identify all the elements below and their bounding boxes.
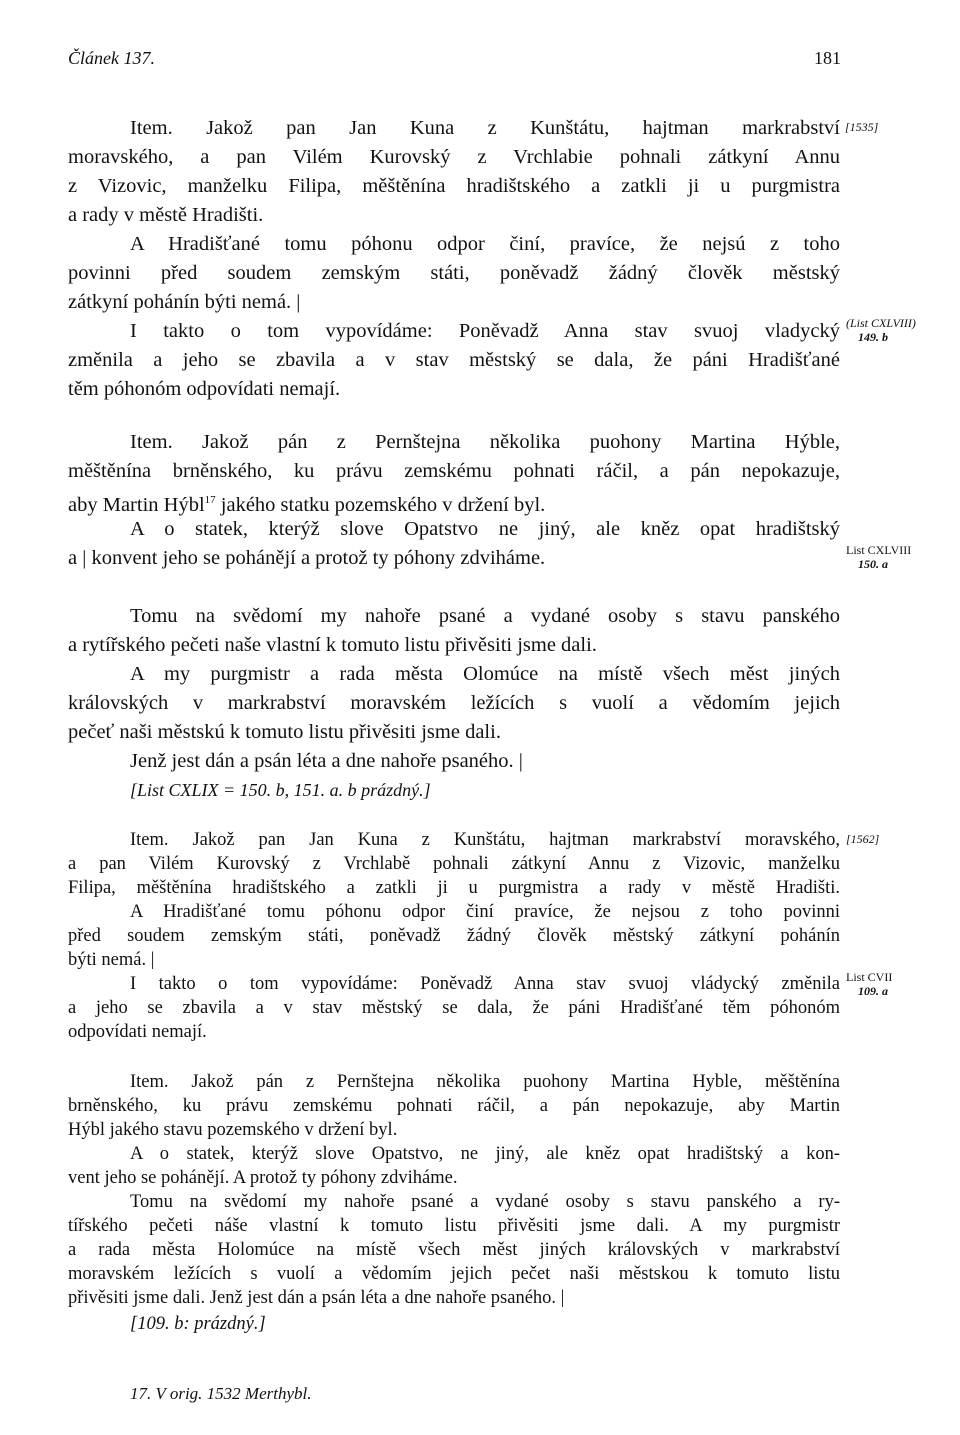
text-line: moravském ležících s vuolí a vědomím jejich pečet naši městskou k tomuto listu: [68, 1264, 840, 1284]
text-line: Item. Jakož pán z Pernštejna několika puohony Martina Hýble,: [130, 431, 840, 453]
text-line: a rytířského pečeti naše vlastní k tomuto listu přivěsiti jsme dali.: [68, 634, 597, 656]
margin-folio-note: [846, 543, 911, 571]
text-line: A o statek, kterýž slove Opatstvo, ne jiný, ale kněz opat hradištský a kon-: [130, 1144, 840, 1164]
text-line: Item. Jakož pán z Pernštejna několika puohony Martina Hyble, měštěnína: [130, 1072, 840, 1092]
text-line: před soudem zemským státi, poněvadž žádný člověk městský zátkyní pohánín: [68, 926, 840, 946]
text-line: Item. Jakož pan Jan Kuna z Kunštátu, hajtman markrabství moravského,: [130, 830, 840, 850]
margin-folio-label: (List CXLVIII): [846, 316, 916, 330]
text-line: I takto o tom vypovídáme: Poněvadž Anna stav svuoj vládycký změnila: [130, 974, 840, 994]
text-line: A my purgmistr a rada města Olomúce na místě všech měst jiných: [130, 663, 840, 685]
text-line: vent jeho se pohánějí. A protož ty póhony zdviháme.: [68, 1168, 458, 1188]
text-line: a rada města Holomúce na místě všech měst jiných královských v markrabství: [68, 1240, 840, 1260]
margin-folio-label: List CXLVIII: [846, 543, 912, 557]
text-line: Jenž jest dán a psán léta a dne nahoře psaného. |: [130, 750, 523, 772]
text-line: moravského, a pan Vilém Kurovský z Vrchlabie pohnali zátkyní Annu: [68, 146, 840, 168]
running-header-title: Článek 137.: [68, 48, 155, 68]
margin-folio-label: List CVII: [846, 970, 893, 984]
margin-year: [1562]: [846, 832, 880, 846]
text-fragment: jakého statku pozemského v držení byl.: [220, 493, 546, 516]
text-line: z Vizovic, manželku Filipa, měštěnína hradištského a zatkli ji u purgmistra: [68, 175, 840, 197]
margin-folio-number: 109. a: [858, 984, 888, 998]
text-line: přivěsiti jsme dali. Jenž jest dán a psán léta a dne nahoře psaného. |: [68, 1288, 565, 1308]
footnote-ref: 17: [204, 494, 216, 506]
text-line: těm póhonóm odpovídati nemají.: [68, 378, 341, 400]
text-line: a jeho se zbavila a v stav městský se dala, že páni Hradišťané těm póhonóm: [68, 998, 840, 1018]
editorial-note: [List CXLIX = 150. b, 151. a. b prázdný.]: [130, 780, 431, 800]
text-line: brněnského, ku právu zemskému pohnati ráčil, a pán nepokazuje, aby Martin: [68, 1096, 840, 1116]
margin-folio-note: [846, 316, 916, 344]
text-line: I takto o tom vypovídáme: Poněvadž Anna stav svuoj vladycký: [130, 320, 840, 342]
text-line: a pan Vilém Kurovský z Vrchlabě pohnali zátkyní Annu z Vizovic, manželku: [68, 854, 840, 874]
text-line: býti nemá. |: [68, 950, 155, 970]
text-line: měštěnína brněnského, ku právu zemskému pohnati ráčil, a pán nepokazuje,: [68, 460, 840, 482]
text-line: A o statek, kterýž slove Opatstvo ne jiný, ale kněz opat hradištský: [130, 518, 840, 540]
text-line: zátkyní pohánín býti nemá. |: [68, 291, 301, 313]
text-line: Item. Jakož pan Jan Kuna z Kunštátu, hajtman markrabství: [130, 117, 840, 139]
page-number: 181: [814, 48, 841, 68]
text-line: pečeť naši městskú k tomuto listu přivěsiti jsme dali.: [68, 721, 501, 743]
text-line: A Hradišťané tomu póhonu odpor činí, pravíce, že nejsú z toho: [130, 233, 840, 255]
text-line: Filipa, měštěnína hradištského a zatkli ji u purgmistra a rady v městě Hradišti.: [68, 878, 840, 898]
text-line: Tomu na svědomí my nahoře psané a vydané osoby s stavu panského a ry-: [130, 1192, 840, 1212]
text-line: povinni před soudem zemským státi, poněvadž žádný člověk městský: [68, 262, 840, 284]
text-line: a | konvent jeho se pohánějí a protož ty póhony zdviháme.: [68, 547, 546, 569]
text-line: tířského pečeti náše vlastní k tomuto listu přivěsiti jsme dali. A my purgmistr: [68, 1216, 840, 1236]
margin-folio-number: 149. b: [858, 330, 888, 344]
text-line: královských v markrabství moravském ležících s vuolí a vědomím jejich: [68, 692, 840, 714]
margin-year: [1535]: [845, 120, 879, 134]
margin-folio-number: 150. a: [858, 557, 888, 571]
footnote: 17. V orig. 1532 Merthybl.: [130, 1384, 312, 1403]
text-line: změnila a jeho se zbavila a v stav městský se dala, že páni Hradišťané: [68, 349, 840, 371]
text-line: odpovídati nemají.: [68, 1022, 207, 1042]
editorial-note: [109. b: prázdný.]: [130, 1314, 266, 1334]
text-line: a rady v městě Hradišti.: [68, 204, 264, 226]
text-line: [68, 488, 840, 517]
text-line: Hýbl jakého stavu pozemského v držení byl.: [68, 1120, 398, 1140]
text-line: Tomu na svědomí my nahoře psané a vydané osoby s stavu panského: [130, 605, 840, 627]
text-fragment: aby Martin Hýbl: [68, 493, 205, 516]
text-line: A Hradišťané tomu póhonu odpor činí pravíce, že nejsou z toho povinni: [130, 902, 840, 922]
margin-folio-note: [846, 970, 892, 998]
